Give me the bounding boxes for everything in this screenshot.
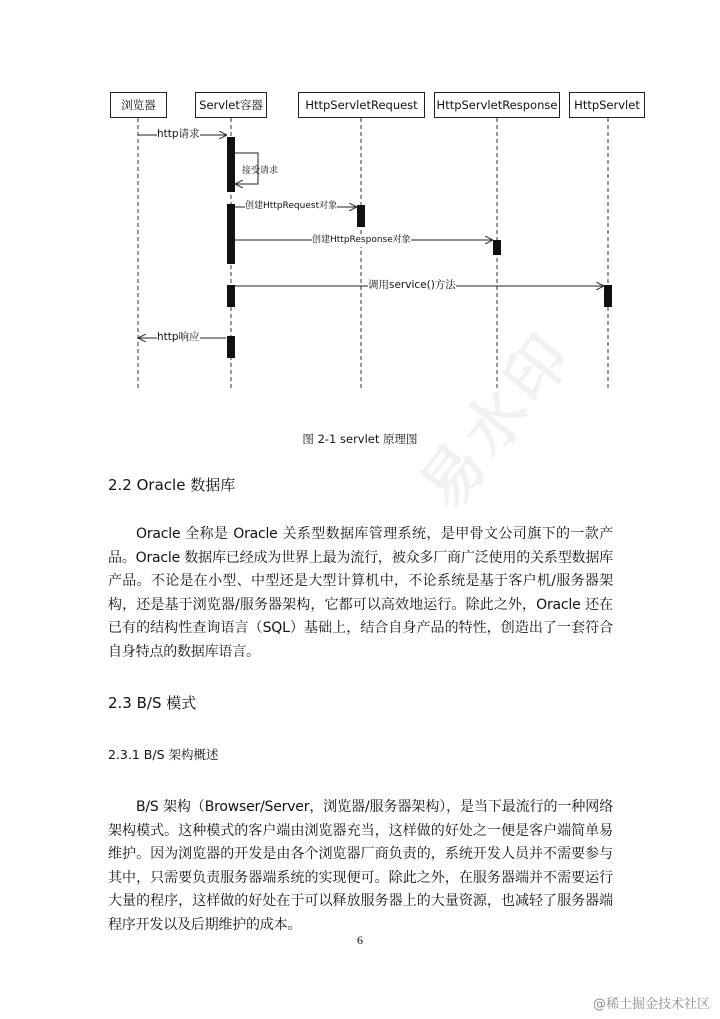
message-http-response: http响应 bbox=[157, 331, 200, 343]
message-http-request: http请求 bbox=[157, 128, 200, 140]
section-heading-bs-mode: 2.3 B/S 模式 bbox=[108, 694, 197, 712]
activation-container-4 bbox=[227, 336, 235, 358]
lifeline-box-request: HttpServletRequest bbox=[298, 92, 425, 118]
subsection-heading-bs-overview: 2.3.1 B/S 架构概述 bbox=[108, 747, 219, 762]
paragraph-bs-architecture: B/S 架构（Browser/Server，浏览器/服务器架构），是当下最流行的一种网络架构模式。这种模式的客户端由浏览器充当，这样做的好处之一便是客户端简单易维护。因为浏览器的开发是由各个浏览器厂商负责的，系统开发人员并不需要参与其中，只需要负责服务器端系统的实现便可。除此之外，在服务器端并不需要运行大量的程序，这样做的好处在于可以释放服务器上的大量资源，也减轻了服务器端程序开发以及后期维护的成本。 bbox=[108, 799, 613, 933]
message-create-request: 创建HttpRequest对象 bbox=[245, 201, 338, 211]
sequence-diagram-lines bbox=[0, 0, 720, 420]
watermark: 易水印 bbox=[405, 317, 589, 523]
message-call-service: 调用service()方法 bbox=[368, 279, 456, 291]
lifeline-box-response: HttpServletResponse bbox=[434, 92, 560, 118]
activation-container-2 bbox=[227, 204, 235, 264]
paragraph-oracle: Oracle 全称是 Oracle 关系型数据库管理系统，是甲骨文公司旗下的一款产品。Oracle 数据库已经成为世界上最为流行，被众多厂商广泛使用的关系型数据库产品。不论是在小型、中型还是大型计算机中，不论系统是基于客户机/服务器架构，还是基于浏览器/服务器架构，它都可以高效地运行。除此之外，Oracle 还在已有的结构性查询语言（SQL）基础上，结合自身产品的特性，创造出了一套符合自身特点的数据库语言。 bbox=[108, 526, 613, 660]
message-create-response: 创建HttpResponse对象 bbox=[312, 235, 411, 245]
activation-response bbox=[493, 240, 501, 255]
activation-httpservlet bbox=[604, 285, 612, 307]
activation-container-1 bbox=[227, 137, 235, 192]
lifeline-box-browser: 浏览器 bbox=[110, 92, 167, 118]
figure-caption: 图 2-1 servlet 原理图 bbox=[302, 432, 418, 446]
activation-container-3 bbox=[227, 285, 235, 307]
lifeline-box-servlet-container: Servlet容器 bbox=[195, 92, 267, 118]
page-number: 6 bbox=[357, 933, 363, 947]
message-accept-request: 接受请求 bbox=[242, 166, 279, 176]
lifeline-box-httpservlet: HttpServlet bbox=[569, 92, 645, 118]
source-credit: @稀土掘金技术社区 bbox=[592, 997, 710, 1012]
activation-request bbox=[357, 205, 365, 227]
servlet-sequence-diagram bbox=[0, 0, 720, 420]
section-heading-oracle: 2.2 Oracle 数据库 bbox=[108, 476, 236, 494]
